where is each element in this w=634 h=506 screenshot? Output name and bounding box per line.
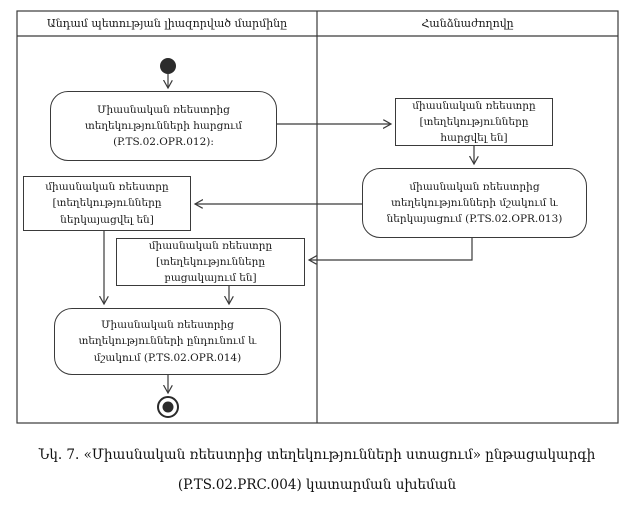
caption-line-1: Նկ. 7. «Միասնական ռեեստրից տեղեկությունների ստացում» ընթացակարգի	[38, 447, 596, 463]
activity-process-present-information	[362, 168, 587, 238]
activity-label: Միասնական ռեեստրից տեղեկությունների ընդունում և մշակում (P.TS.02.OPR.014)	[78, 319, 257, 364]
activity-query-information	[50, 91, 277, 161]
initial-node-icon	[160, 58, 176, 74]
lane-header-label: Հանձնաժողովը	[421, 17, 514, 30]
lane-header-label: Անդամ պետության լիազորված մարմինը	[46, 17, 288, 30]
activity-label: Միասնական ռեեստրից տեղեկությունների հարցում (P.TS.02.OPR.012):	[84, 103, 243, 149]
activity-label: միասնական ռեեստրից տեղեկությունների մշակում և ներկայացում (P.TS.02.OPR.013)	[386, 180, 563, 226]
figure-caption	[0, 447, 634, 493]
object-label: միասնական ռեեստրը [տեղեկությունները բացակայում են]	[148, 239, 273, 285]
object-label: միասնական ռեեստրը [տեղեկությունները ներկայացվել են]	[45, 181, 169, 226]
object-label: միասնական ռեեստրը [տեղեկությունները հարցվել են]	[412, 99, 536, 145]
caption-line-2: (P.TS.02.PRC.004) կատարման սխեման	[177, 477, 457, 493]
lane-header-authorized-body	[18, 11, 316, 36]
object-register-absent	[116, 238, 305, 286]
final-node-icon	[158, 397, 178, 417]
activity-receive-process-information	[54, 308, 281, 375]
edge-activity2-to-object3	[309, 238, 472, 260]
lane-header-commission	[318, 11, 617, 36]
object-register-queried	[395, 98, 553, 146]
object-register-presented	[23, 176, 191, 231]
